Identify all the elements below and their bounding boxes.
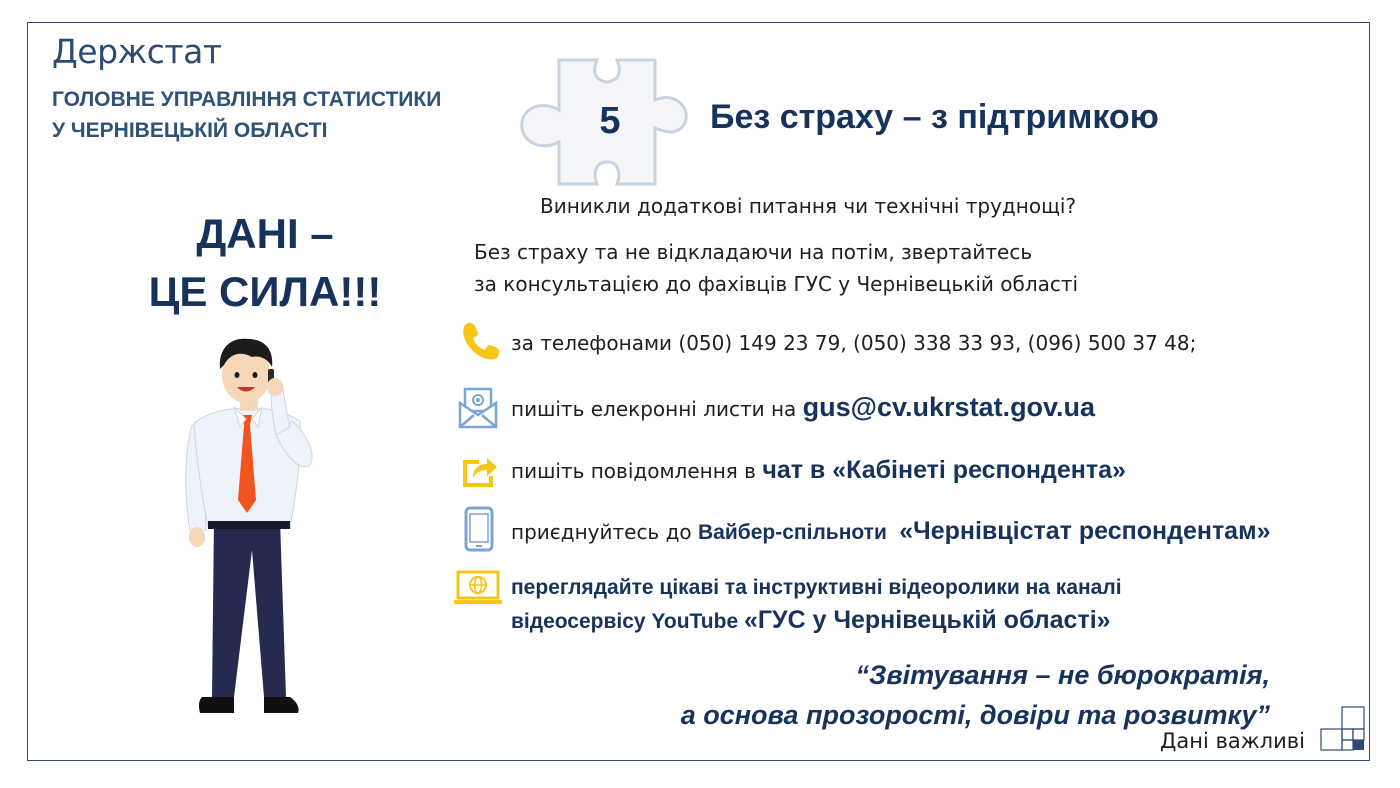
youtube-line-1 (511, 575, 1122, 600)
youtube-text-1: переглядайте цікаві та інструктивні відеоролики на каналі (511, 576, 1122, 599)
email-address: gus@cv.ukrstat.gov.ua (802, 392, 1096, 422)
org-line-2: У ЧЕРНІВЕЦЬКІЙ ОБЛАСТІ (52, 119, 328, 142)
step-number: 5 (599, 100, 621, 142)
question-text: Виникли додаткові питання чи технічні труднощі? (540, 194, 1077, 218)
chat-target: чат в «Кабінеті респондента» (762, 456, 1126, 484)
derzhstat-logo: Держстат (52, 32, 222, 71)
viber-line (511, 517, 1271, 546)
viber-bold: Вайбер-спільноти (698, 521, 887, 544)
youtube-line-2 (511, 606, 1111, 635)
phone-icon (460, 320, 502, 362)
advice-line-1: Без страху та не відкладаючи на потім, звертайтесь (474, 240, 1033, 264)
share-icon (459, 452, 499, 488)
footer-tagline: Дані важливі (1160, 729, 1305, 753)
organization-name (52, 84, 441, 146)
email-prefix: пишіть елекронні листи на (511, 397, 803, 421)
viber-prefix: приєднуйтесь до (511, 520, 699, 544)
grid-logo-icon (1320, 706, 1366, 752)
chat-line (511, 456, 1126, 485)
advice-line-2: за консультацією до фахівців ГУС у Чернівецькій області (474, 272, 1079, 296)
phone-line: за телефонами (050) 149 23 79, (050) 338 33 93, (096) 500 37 48; (511, 331, 1197, 355)
step-title: Без страху – з підтримкою (710, 98, 1159, 136)
businessman-illustration (180, 335, 330, 720)
advice-text (474, 236, 1078, 300)
closing-quote (620, 655, 1270, 735)
email-icon (458, 387, 498, 429)
laptop-globe-icon (452, 570, 504, 606)
email-line (511, 392, 1095, 423)
quote-line-1: “Звітування – не бюрократія, (855, 660, 1270, 690)
smartphone-icon (464, 506, 494, 552)
quote-line-2: а основа прозорості, довіри та розвитку” (680, 700, 1270, 730)
slogan-line-1: ДАНІ – (196, 210, 334, 257)
chat-prefix: пишіть повідомлення в (511, 459, 763, 483)
org-line-1: ГОЛОВНЕ УПРАВЛІННЯ СТАТИСТИКИ (52, 88, 442, 111)
youtube-channel: «ГУС у Чернівецькій області» (743, 606, 1111, 634)
viber-target: «Чернівцістат респондентам» (899, 517, 1271, 545)
slogan (110, 205, 420, 321)
slogan-line-2: ЦЕ СИЛА!!! (148, 268, 382, 315)
youtube-prefix: відеосервісу YouTube (511, 610, 744, 633)
